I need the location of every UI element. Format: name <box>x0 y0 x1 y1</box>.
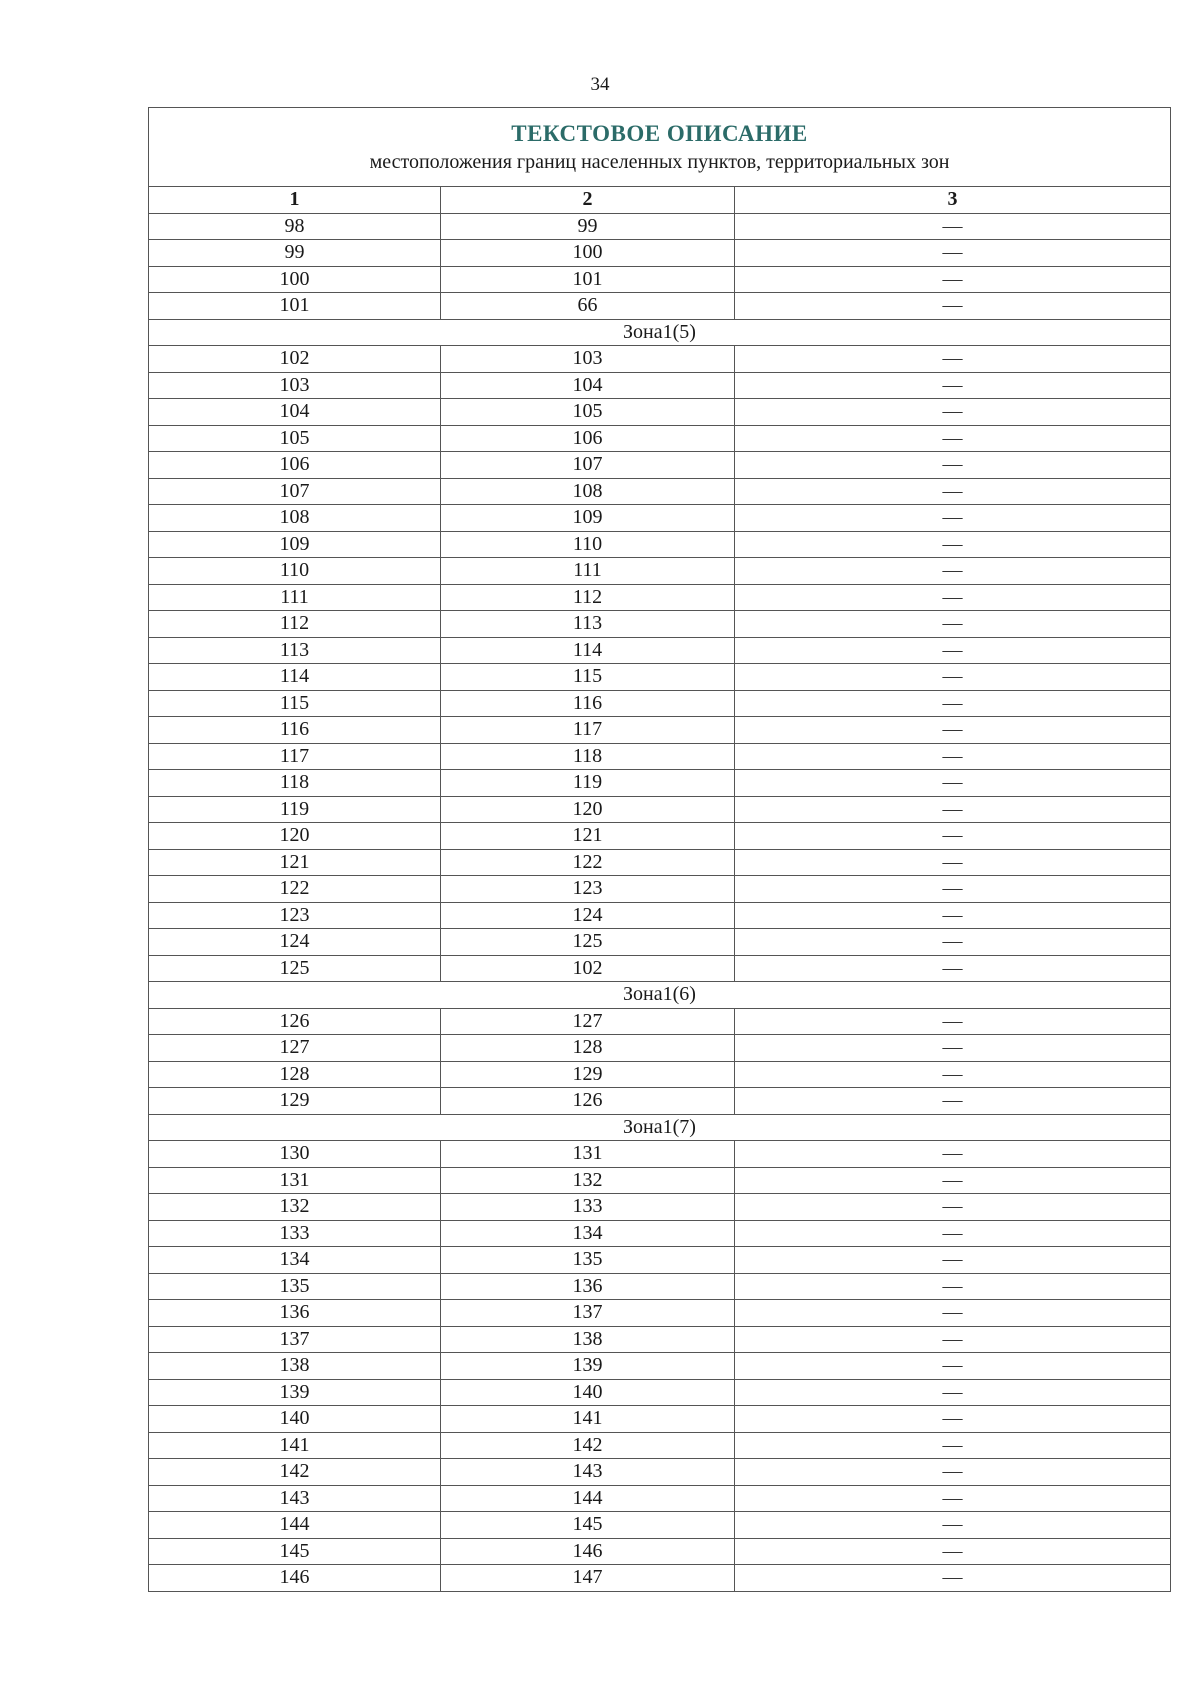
point-from-cell: 138 <box>149 1353 441 1380</box>
point-to-cell: 118 <box>441 743 735 770</box>
table-row <box>149 1300 1171 1327</box>
point-to-cell: 140 <box>441 1379 735 1406</box>
point-from-cell: 101 <box>149 293 441 320</box>
description-cell: — <box>735 558 1171 585</box>
point-to-cell: 127 <box>441 1008 735 1035</box>
point-from-cell: 120 <box>149 823 441 850</box>
point-to-cell: 137 <box>441 1300 735 1327</box>
point-to-cell: 144 <box>441 1485 735 1512</box>
point-to-cell: 134 <box>441 1220 735 1247</box>
point-to-cell: 131 <box>441 1141 735 1168</box>
description-cell: — <box>735 1141 1171 1168</box>
description-cell: — <box>735 293 1171 320</box>
column-header-3: 3 <box>735 187 1171 214</box>
table-row <box>149 1273 1171 1300</box>
point-to-cell: 101 <box>441 266 735 293</box>
point-from-cell: 119 <box>149 796 441 823</box>
description-cell: — <box>735 1565 1171 1592</box>
table-row <box>149 1035 1171 1062</box>
description-cell: — <box>735 770 1171 797</box>
description-cell: — <box>735 1247 1171 1274</box>
description-cell: — <box>735 1273 1171 1300</box>
point-from-cell: 144 <box>149 1512 441 1539</box>
point-from-cell: 136 <box>149 1300 441 1327</box>
table-row <box>149 531 1171 558</box>
point-from-cell: 134 <box>149 1247 441 1274</box>
description-cell: — <box>735 531 1171 558</box>
table-row <box>149 240 1171 267</box>
description-cell: — <box>735 372 1171 399</box>
description-cell: — <box>735 1406 1171 1433</box>
table-row <box>149 399 1171 426</box>
description-cell: — <box>735 1485 1171 1512</box>
table-row <box>149 1353 1171 1380</box>
point-from-cell: 141 <box>149 1432 441 1459</box>
point-from-cell: 145 <box>149 1538 441 1565</box>
table-row <box>149 1379 1171 1406</box>
table-row <box>149 372 1171 399</box>
point-to-cell: 135 <box>441 1247 735 1274</box>
table-row <box>149 1432 1171 1459</box>
column-header-1: 1 <box>149 187 441 214</box>
zone-label: Зона1(6) <box>149 982 1171 1009</box>
point-from-cell: 125 <box>149 955 441 982</box>
description-cell: — <box>735 690 1171 717</box>
table-row <box>149 1485 1171 1512</box>
table-row <box>149 611 1171 638</box>
table-row <box>149 743 1171 770</box>
description-cell: — <box>735 611 1171 638</box>
description-cell: — <box>735 1167 1171 1194</box>
point-to-cell: 136 <box>441 1273 735 1300</box>
point-from-cell: 142 <box>149 1459 441 1486</box>
column-header-row <box>149 187 1171 214</box>
point-to-cell: 146 <box>441 1538 735 1565</box>
point-from-cell: 114 <box>149 664 441 691</box>
point-from-cell: 115 <box>149 690 441 717</box>
description-cell: — <box>735 955 1171 982</box>
table-row <box>149 770 1171 797</box>
table-row <box>149 849 1171 876</box>
point-to-cell: 124 <box>441 902 735 929</box>
table-row <box>149 1459 1171 1486</box>
point-to-cell: 145 <box>441 1512 735 1539</box>
point-to-cell: 114 <box>441 637 735 664</box>
table-row <box>149 1008 1171 1035</box>
point-from-cell: 111 <box>149 584 441 611</box>
description-cell: — <box>735 902 1171 929</box>
zone-header-row <box>149 982 1171 1009</box>
table-row <box>149 1167 1171 1194</box>
point-from-cell: 146 <box>149 1565 441 1592</box>
point-to-cell: 142 <box>441 1432 735 1459</box>
point-to-cell: 113 <box>441 611 735 638</box>
point-from-cell: 143 <box>149 1485 441 1512</box>
table-row <box>149 1088 1171 1115</box>
table-row <box>149 425 1171 452</box>
table-row <box>149 902 1171 929</box>
point-to-cell: 119 <box>441 770 735 797</box>
point-to-cell: 107 <box>441 452 735 479</box>
table-row <box>149 1512 1171 1539</box>
description-cell: — <box>735 849 1171 876</box>
description-cell: — <box>735 1326 1171 1353</box>
point-from-cell: 117 <box>149 743 441 770</box>
table-row <box>149 1061 1171 1088</box>
point-from-cell: 109 <box>149 531 441 558</box>
point-from-cell: 139 <box>149 1379 441 1406</box>
point-from-cell: 130 <box>149 1141 441 1168</box>
point-to-cell: 141 <box>441 1406 735 1433</box>
description-cell: — <box>735 743 1171 770</box>
zone-header-row <box>149 319 1171 346</box>
column-header-2: 2 <box>441 187 735 214</box>
point-from-cell: 118 <box>149 770 441 797</box>
point-from-cell: 123 <box>149 902 441 929</box>
table-row <box>149 584 1171 611</box>
table-row <box>149 690 1171 717</box>
description-cell: — <box>735 452 1171 479</box>
description-cell: — <box>735 478 1171 505</box>
boundary-description-table <box>148 107 1171 1592</box>
description-cell: — <box>735 425 1171 452</box>
point-to-cell: 112 <box>441 584 735 611</box>
description-cell: — <box>735 1035 1171 1062</box>
table-row <box>149 558 1171 585</box>
table-row <box>149 452 1171 479</box>
point-from-cell: 107 <box>149 478 441 505</box>
point-to-cell: 128 <box>441 1035 735 1062</box>
point-to-cell: 125 <box>441 929 735 956</box>
point-to-cell: 104 <box>441 372 735 399</box>
table-row <box>149 505 1171 532</box>
table-row <box>149 1141 1171 1168</box>
table-row <box>149 1565 1171 1592</box>
description-cell: — <box>735 213 1171 240</box>
point-from-cell: 99 <box>149 240 441 267</box>
description-cell: — <box>735 1459 1171 1486</box>
point-to-cell: 117 <box>441 717 735 744</box>
point-to-cell: 123 <box>441 876 735 903</box>
point-from-cell: 113 <box>149 637 441 664</box>
point-to-cell: 106 <box>441 425 735 452</box>
point-from-cell: 128 <box>149 1061 441 1088</box>
point-to-cell: 120 <box>441 796 735 823</box>
point-to-cell: 109 <box>441 505 735 532</box>
point-to-cell: 103 <box>441 346 735 373</box>
point-from-cell: 122 <box>149 876 441 903</box>
point-from-cell: 116 <box>149 717 441 744</box>
table-row <box>149 1220 1171 1247</box>
description-cell: — <box>735 796 1171 823</box>
point-to-cell: 108 <box>441 478 735 505</box>
point-from-cell: 102 <box>149 346 441 373</box>
table-row <box>149 293 1171 320</box>
table-row <box>149 1247 1171 1274</box>
point-from-cell: 133 <box>149 1220 441 1247</box>
table-row <box>149 478 1171 505</box>
document-title: ТЕКСТОВОЕ ОПИСАНИЕ <box>511 121 808 147</box>
point-to-cell: 147 <box>441 1565 735 1592</box>
page-number: 34 <box>590 74 610 95</box>
table-title-row <box>149 108 1171 187</box>
point-to-cell: 132 <box>441 1167 735 1194</box>
point-to-cell: 116 <box>441 690 735 717</box>
table-row <box>149 929 1171 956</box>
description-cell: — <box>735 1300 1171 1327</box>
table-row <box>149 1326 1171 1353</box>
point-to-cell: 66 <box>441 293 735 320</box>
description-cell: — <box>735 346 1171 373</box>
point-from-cell: 108 <box>149 505 441 532</box>
description-cell: — <box>735 399 1171 426</box>
point-to-cell: 115 <box>441 664 735 691</box>
point-from-cell: 103 <box>149 372 441 399</box>
point-to-cell: 110 <box>441 531 735 558</box>
description-cell: — <box>735 1379 1171 1406</box>
document-subtitle: местоположения границ населенных пунктов, территориальных зон <box>369 150 950 173</box>
table-row <box>149 664 1171 691</box>
description-cell: — <box>735 1194 1171 1221</box>
point-from-cell: 100 <box>149 266 441 293</box>
table-row <box>149 823 1171 850</box>
description-cell: — <box>735 823 1171 850</box>
point-to-cell: 111 <box>441 558 735 585</box>
description-cell: — <box>735 1512 1171 1539</box>
point-from-cell: 126 <box>149 1008 441 1035</box>
point-from-cell: 110 <box>149 558 441 585</box>
description-cell: — <box>735 584 1171 611</box>
table-row <box>149 1538 1171 1565</box>
description-cell: — <box>735 1220 1171 1247</box>
point-to-cell: 129 <box>441 1061 735 1088</box>
point-from-cell: 135 <box>149 1273 441 1300</box>
point-to-cell: 121 <box>441 823 735 850</box>
point-to-cell: 143 <box>441 1459 735 1486</box>
point-to-cell: 138 <box>441 1326 735 1353</box>
description-cell: — <box>735 1353 1171 1380</box>
point-from-cell: 131 <box>149 1167 441 1194</box>
table-row <box>149 266 1171 293</box>
point-from-cell: 129 <box>149 1088 441 1115</box>
point-to-cell: 122 <box>441 849 735 876</box>
point-to-cell: 99 <box>441 213 735 240</box>
point-from-cell: 124 <box>149 929 441 956</box>
description-cell: — <box>735 1088 1171 1115</box>
description-cell: — <box>735 1061 1171 1088</box>
point-from-cell: 121 <box>149 849 441 876</box>
point-from-cell: 105 <box>149 425 441 452</box>
description-cell: — <box>735 1008 1171 1035</box>
table-row <box>149 637 1171 664</box>
table-row <box>149 876 1171 903</box>
point-to-cell: 100 <box>441 240 735 267</box>
table-row <box>149 717 1171 744</box>
table-row <box>149 1194 1171 1221</box>
description-cell: — <box>735 664 1171 691</box>
point-to-cell: 105 <box>441 399 735 426</box>
point-from-cell: 137 <box>149 1326 441 1353</box>
point-from-cell: 106 <box>149 452 441 479</box>
zone-label: Зона1(5) <box>149 319 1171 346</box>
point-from-cell: 112 <box>149 611 441 638</box>
description-cell: — <box>735 1432 1171 1459</box>
table-row <box>149 346 1171 373</box>
point-from-cell: 127 <box>149 1035 441 1062</box>
point-from-cell: 98 <box>149 213 441 240</box>
table-title-cell <box>149 108 1171 187</box>
zone-header-row <box>149 1114 1171 1141</box>
description-cell: — <box>735 637 1171 664</box>
description-cell: — <box>735 717 1171 744</box>
description-cell: — <box>735 240 1171 267</box>
description-cell: — <box>735 505 1171 532</box>
point-to-cell: 126 <box>441 1088 735 1115</box>
description-cell: — <box>735 1538 1171 1565</box>
table-row <box>149 955 1171 982</box>
description-cell: — <box>735 876 1171 903</box>
point-from-cell: 104 <box>149 399 441 426</box>
table-row <box>149 1406 1171 1433</box>
point-from-cell: 132 <box>149 1194 441 1221</box>
point-to-cell: 133 <box>441 1194 735 1221</box>
description-cell: — <box>735 929 1171 956</box>
point-to-cell: 102 <box>441 955 735 982</box>
zone-label: Зона1(7) <box>149 1114 1171 1141</box>
table-row <box>149 213 1171 240</box>
point-to-cell: 139 <box>441 1353 735 1380</box>
description-cell: — <box>735 266 1171 293</box>
table-row <box>149 796 1171 823</box>
point-from-cell: 140 <box>149 1406 441 1433</box>
